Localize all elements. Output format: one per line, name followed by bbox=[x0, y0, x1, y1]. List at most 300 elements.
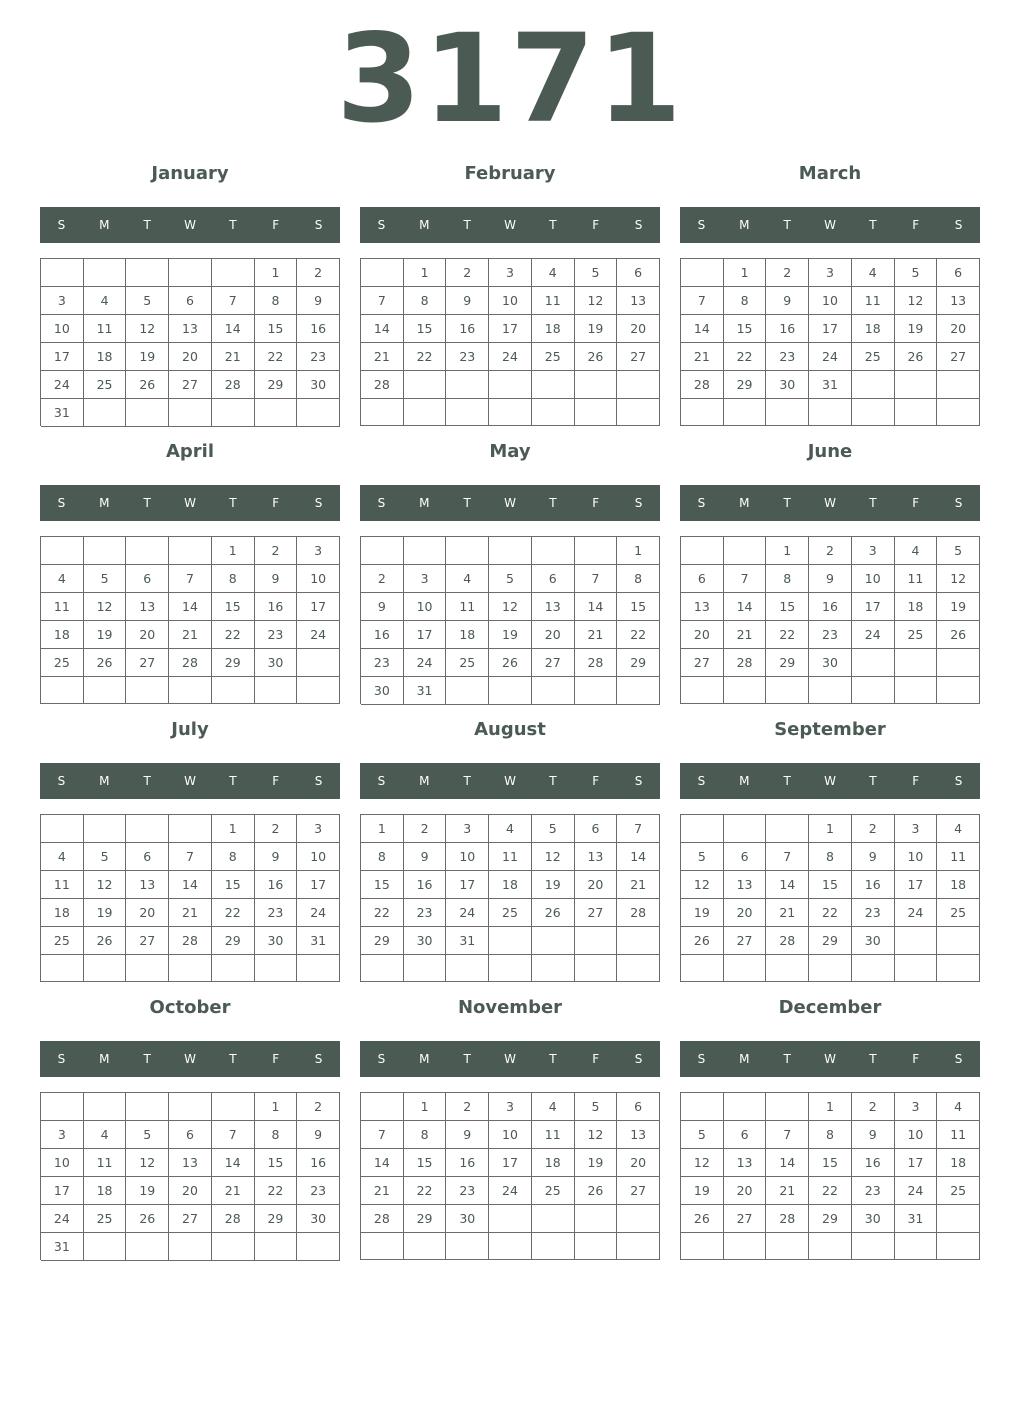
day-cell: 30 bbox=[255, 927, 298, 955]
day-cell: 3 bbox=[297, 815, 340, 843]
day-cell: 12 bbox=[84, 871, 127, 899]
day-cell: 28 bbox=[212, 1205, 255, 1233]
day-cell: 5 bbox=[681, 1121, 724, 1149]
empty-day-cell bbox=[212, 259, 255, 287]
weekday-label: W bbox=[184, 774, 196, 788]
empty-day-cell bbox=[937, 371, 980, 399]
day-cell: 17 bbox=[895, 871, 938, 899]
day-cell: 26 bbox=[84, 649, 127, 677]
day-cell: 13 bbox=[937, 287, 980, 315]
empty-day-cell bbox=[41, 955, 84, 982]
empty-day-cell bbox=[724, 815, 767, 843]
day-cell: 9 bbox=[361, 593, 404, 621]
day-cell: 26 bbox=[126, 1205, 169, 1233]
day-cell: 3 bbox=[809, 259, 852, 287]
day-cell: 29 bbox=[617, 649, 660, 677]
weekday-label: S bbox=[57, 1052, 66, 1066]
empty-day-cell bbox=[255, 399, 298, 427]
empty-day-cell bbox=[575, 1233, 618, 1260]
day-cell: 28 bbox=[724, 649, 767, 677]
day-cell: 4 bbox=[84, 287, 127, 315]
day-cell: 19 bbox=[126, 343, 169, 371]
day-cell: 20 bbox=[617, 1149, 660, 1177]
day-cell: 29 bbox=[809, 927, 852, 955]
day-cell: 31 bbox=[404, 677, 447, 705]
empty-day-cell bbox=[446, 677, 489, 705]
day-cell: 20 bbox=[575, 871, 618, 899]
empty-day-cell bbox=[937, 399, 980, 426]
day-cell: 6 bbox=[126, 565, 169, 593]
weekday-label: M bbox=[419, 1052, 430, 1066]
day-cell: 1 bbox=[361, 815, 404, 843]
weekday-label: M bbox=[739, 1052, 750, 1066]
weekday-label: S bbox=[634, 218, 643, 232]
day-cell: 19 bbox=[937, 593, 980, 621]
weekday-header bbox=[40, 763, 340, 799]
empty-day-cell bbox=[532, 677, 575, 705]
day-grid bbox=[40, 258, 340, 426]
day-cell: 15 bbox=[809, 1149, 852, 1177]
day-cell: 15 bbox=[212, 593, 255, 621]
weekday-label: T bbox=[783, 774, 791, 788]
day-cell: 5 bbox=[126, 1121, 169, 1149]
day-cell: 2 bbox=[852, 1093, 895, 1121]
weekday-label: S bbox=[697, 496, 706, 510]
day-cell: 13 bbox=[724, 1149, 767, 1177]
empty-day-cell bbox=[617, 677, 660, 705]
day-cell: 14 bbox=[575, 593, 618, 621]
day-cell: 17 bbox=[895, 1149, 938, 1177]
day-cell: 24 bbox=[297, 621, 340, 649]
day-cell: 1 bbox=[255, 1093, 298, 1121]
weekday-label: F bbox=[272, 496, 280, 510]
day-cell: 15 bbox=[404, 1149, 447, 1177]
day-cell: 11 bbox=[446, 593, 489, 621]
month-name: July bbox=[171, 719, 209, 740]
weekday-header bbox=[680, 485, 980, 521]
day-cell: 2 bbox=[852, 815, 895, 843]
day-cell: 21 bbox=[169, 899, 212, 927]
day-cell: 19 bbox=[895, 315, 938, 343]
day-cell: 26 bbox=[895, 343, 938, 371]
day-cell: 27 bbox=[724, 1205, 767, 1233]
day-cell: 2 bbox=[297, 259, 340, 287]
weekday-label: S bbox=[377, 496, 386, 510]
empty-day-cell bbox=[532, 537, 575, 565]
day-cell: 25 bbox=[895, 621, 938, 649]
weekday-label: F bbox=[912, 1052, 920, 1066]
day-cell: 22 bbox=[809, 899, 852, 927]
day-cell: 16 bbox=[852, 871, 895, 899]
day-cell: 19 bbox=[681, 899, 724, 927]
weekday-header bbox=[360, 1041, 660, 1077]
weekday-label: S bbox=[377, 774, 386, 788]
empty-day-cell bbox=[169, 815, 212, 843]
weekday-label: F bbox=[272, 218, 280, 232]
day-cell: 1 bbox=[809, 815, 852, 843]
empty-day-cell bbox=[169, 955, 212, 982]
empty-day-cell bbox=[852, 955, 895, 982]
day-cell: 12 bbox=[84, 593, 127, 621]
day-cell: 7 bbox=[169, 843, 212, 871]
weekday-label: M bbox=[99, 496, 110, 510]
weekday-label: F bbox=[272, 1052, 280, 1066]
day-cell: 22 bbox=[766, 621, 809, 649]
day-cell: 22 bbox=[404, 1177, 447, 1205]
empty-day-cell bbox=[126, 399, 169, 427]
weekday-label: S bbox=[634, 496, 643, 510]
empty-day-cell bbox=[489, 399, 532, 426]
day-cell: 2 bbox=[255, 537, 298, 565]
empty-day-cell bbox=[84, 399, 127, 427]
day-cell: 27 bbox=[681, 649, 724, 677]
day-cell: 7 bbox=[361, 1121, 404, 1149]
day-cell: 9 bbox=[446, 287, 489, 315]
empty-day-cell bbox=[84, 815, 127, 843]
empty-day-cell bbox=[361, 1093, 404, 1121]
day-cell: 6 bbox=[617, 1093, 660, 1121]
day-cell: 16 bbox=[446, 315, 489, 343]
day-cell: 26 bbox=[126, 371, 169, 399]
day-cell: 1 bbox=[212, 815, 255, 843]
empty-day-cell bbox=[532, 955, 575, 982]
weekday-label: T bbox=[229, 774, 237, 788]
day-cell: 17 bbox=[297, 593, 340, 621]
day-cell: 22 bbox=[617, 621, 660, 649]
empty-day-cell bbox=[617, 371, 660, 399]
day-cell: 16 bbox=[809, 593, 852, 621]
empty-day-cell bbox=[852, 371, 895, 399]
empty-day-cell bbox=[126, 677, 169, 704]
day-cell: 27 bbox=[169, 371, 212, 399]
empty-day-cell bbox=[575, 399, 618, 426]
day-cell: 18 bbox=[532, 315, 575, 343]
weekday-label: W bbox=[824, 218, 836, 232]
day-cell: 18 bbox=[532, 1149, 575, 1177]
day-cell: 7 bbox=[212, 287, 255, 315]
day-cell: 7 bbox=[766, 1121, 809, 1149]
empty-day-cell bbox=[724, 399, 767, 426]
day-cell: 15 bbox=[361, 871, 404, 899]
day-cell: 6 bbox=[617, 259, 660, 287]
weekday-header bbox=[680, 763, 980, 799]
day-cell: 8 bbox=[255, 1121, 298, 1149]
month-name: September bbox=[774, 719, 886, 740]
empty-day-cell bbox=[126, 1233, 169, 1261]
empty-day-cell bbox=[895, 649, 938, 677]
day-cell: 12 bbox=[126, 1149, 169, 1177]
day-cell: 7 bbox=[681, 287, 724, 315]
day-cell: 16 bbox=[766, 315, 809, 343]
day-cell: 28 bbox=[681, 371, 724, 399]
day-cell: 8 bbox=[766, 565, 809, 593]
weekday-label: F bbox=[912, 218, 920, 232]
empty-day-cell bbox=[532, 399, 575, 426]
empty-day-cell bbox=[297, 649, 340, 677]
day-cell: 19 bbox=[84, 899, 127, 927]
day-cell: 19 bbox=[84, 621, 127, 649]
day-cell: 23 bbox=[852, 1177, 895, 1205]
day-cell: 7 bbox=[169, 565, 212, 593]
day-cell: 16 bbox=[361, 621, 404, 649]
day-cell: 4 bbox=[532, 1093, 575, 1121]
weekday-label: S bbox=[697, 774, 706, 788]
day-cell: 8 bbox=[404, 287, 447, 315]
day-cell: 30 bbox=[852, 1205, 895, 1233]
empty-day-cell bbox=[766, 955, 809, 982]
day-cell: 30 bbox=[404, 927, 447, 955]
day-cell: 28 bbox=[361, 1205, 404, 1233]
empty-day-cell bbox=[489, 955, 532, 982]
empty-day-cell bbox=[575, 537, 618, 565]
empty-day-cell bbox=[895, 955, 938, 982]
weekday-header bbox=[680, 1041, 980, 1077]
day-cell: 25 bbox=[84, 1205, 127, 1233]
day-cell: 14 bbox=[724, 593, 767, 621]
day-cell: 18 bbox=[446, 621, 489, 649]
day-cell: 5 bbox=[84, 843, 127, 871]
day-cell: 25 bbox=[446, 649, 489, 677]
empty-day-cell bbox=[126, 815, 169, 843]
empty-day-cell bbox=[681, 955, 724, 982]
day-cell: 16 bbox=[297, 1149, 340, 1177]
weekday-label: T bbox=[783, 1052, 791, 1066]
day-cell: 4 bbox=[937, 1093, 980, 1121]
empty-day-cell bbox=[809, 399, 852, 426]
month-name: August bbox=[474, 719, 546, 740]
weekday-label: W bbox=[824, 496, 836, 510]
weekday-label: S bbox=[634, 774, 643, 788]
day-cell: 13 bbox=[169, 1149, 212, 1177]
empty-day-cell bbox=[575, 1205, 618, 1233]
day-cell: 7 bbox=[361, 287, 404, 315]
weekday-label: M bbox=[419, 218, 430, 232]
day-cell: 9 bbox=[446, 1121, 489, 1149]
day-cell: 6 bbox=[724, 1121, 767, 1149]
weekday-label: T bbox=[549, 218, 557, 232]
empty-day-cell bbox=[681, 1093, 724, 1121]
day-cell: 9 bbox=[297, 1121, 340, 1149]
day-cell: 15 bbox=[255, 1149, 298, 1177]
day-grid bbox=[680, 536, 980, 704]
empty-day-cell bbox=[212, 677, 255, 704]
day-grid bbox=[680, 814, 980, 982]
empty-day-cell bbox=[212, 399, 255, 427]
day-cell: 30 bbox=[361, 677, 404, 705]
day-cell: 22 bbox=[809, 1177, 852, 1205]
empty-day-cell bbox=[297, 1233, 340, 1261]
empty-day-cell bbox=[361, 955, 404, 982]
day-cell: 14 bbox=[169, 871, 212, 899]
weekday-label: T bbox=[869, 496, 877, 510]
empty-day-cell bbox=[404, 537, 447, 565]
empty-day-cell bbox=[937, 1233, 980, 1260]
day-cell: 29 bbox=[361, 927, 404, 955]
empty-day-cell bbox=[212, 1093, 255, 1121]
day-cell: 7 bbox=[617, 815, 660, 843]
weekday-label: T bbox=[549, 496, 557, 510]
day-cell: 9 bbox=[852, 1121, 895, 1149]
empty-day-cell bbox=[361, 259, 404, 287]
day-cell: 16 bbox=[255, 593, 298, 621]
day-cell: 20 bbox=[617, 315, 660, 343]
weekday-label: F bbox=[592, 218, 600, 232]
day-cell: 16 bbox=[404, 871, 447, 899]
day-cell: 18 bbox=[852, 315, 895, 343]
empty-day-cell bbox=[766, 677, 809, 704]
day-cell: 17 bbox=[41, 1177, 84, 1205]
empty-day-cell bbox=[446, 371, 489, 399]
empty-day-cell bbox=[617, 955, 660, 982]
day-cell: 10 bbox=[41, 315, 84, 343]
weekday-label: T bbox=[229, 1052, 237, 1066]
day-cell: 13 bbox=[724, 871, 767, 899]
day-cell: 13 bbox=[169, 315, 212, 343]
weekday-label: S bbox=[314, 218, 323, 232]
day-cell: 6 bbox=[724, 843, 767, 871]
day-cell: 23 bbox=[255, 621, 298, 649]
day-cell: 19 bbox=[126, 1177, 169, 1205]
empty-day-cell bbox=[852, 1233, 895, 1260]
day-cell: 27 bbox=[575, 899, 618, 927]
empty-day-cell bbox=[255, 677, 298, 704]
weekday-label: M bbox=[739, 774, 750, 788]
day-cell: 16 bbox=[852, 1149, 895, 1177]
empty-day-cell bbox=[681, 259, 724, 287]
day-cell: 1 bbox=[766, 537, 809, 565]
day-cell: 13 bbox=[575, 843, 618, 871]
empty-day-cell bbox=[169, 399, 212, 427]
weekday-label: W bbox=[824, 774, 836, 788]
weekday-label: M bbox=[739, 218, 750, 232]
empty-day-cell bbox=[895, 677, 938, 704]
weekday-label: W bbox=[184, 218, 196, 232]
day-cell: 8 bbox=[212, 843, 255, 871]
day-cell: 1 bbox=[617, 537, 660, 565]
day-cell: 10 bbox=[297, 843, 340, 871]
weekday-label: S bbox=[634, 1052, 643, 1066]
day-cell: 1 bbox=[404, 259, 447, 287]
day-cell: 4 bbox=[41, 565, 84, 593]
weekday-label: T bbox=[869, 218, 877, 232]
day-cell: 12 bbox=[575, 1121, 618, 1149]
day-cell: 21 bbox=[212, 1177, 255, 1205]
weekday-label: T bbox=[463, 218, 471, 232]
day-grid bbox=[360, 536, 660, 704]
day-grid bbox=[40, 814, 340, 982]
day-cell: 22 bbox=[724, 343, 767, 371]
weekday-label: S bbox=[57, 774, 66, 788]
empty-day-cell bbox=[937, 649, 980, 677]
day-cell: 8 bbox=[255, 287, 298, 315]
day-cell: 8 bbox=[212, 565, 255, 593]
empty-day-cell bbox=[809, 1233, 852, 1260]
day-cell: 22 bbox=[361, 899, 404, 927]
weekday-header bbox=[360, 763, 660, 799]
empty-day-cell bbox=[617, 927, 660, 955]
weekday-label: T bbox=[549, 774, 557, 788]
day-cell: 30 bbox=[297, 1205, 340, 1233]
day-cell: 21 bbox=[169, 621, 212, 649]
day-cell: 4 bbox=[532, 259, 575, 287]
weekday-label: M bbox=[419, 496, 430, 510]
day-cell: 10 bbox=[489, 1121, 532, 1149]
weekday-label: F bbox=[592, 774, 600, 788]
empty-day-cell bbox=[489, 537, 532, 565]
day-cell: 29 bbox=[766, 649, 809, 677]
day-cell: 23 bbox=[446, 1177, 489, 1205]
weekday-label: T bbox=[229, 496, 237, 510]
day-cell: 4 bbox=[895, 537, 938, 565]
empty-day-cell bbox=[297, 955, 340, 982]
day-cell: 27 bbox=[617, 1177, 660, 1205]
day-cell: 28 bbox=[766, 1205, 809, 1233]
empty-day-cell bbox=[41, 1093, 84, 1121]
month-name: May bbox=[489, 441, 531, 462]
empty-day-cell bbox=[937, 1205, 980, 1233]
day-cell: 4 bbox=[489, 815, 532, 843]
day-cell: 8 bbox=[809, 1121, 852, 1149]
empty-day-cell bbox=[937, 927, 980, 955]
day-cell: 21 bbox=[681, 343, 724, 371]
day-cell: 4 bbox=[84, 1121, 127, 1149]
empty-day-cell bbox=[446, 1233, 489, 1260]
day-cell: 25 bbox=[937, 899, 980, 927]
day-cell: 18 bbox=[41, 621, 84, 649]
day-cell: 14 bbox=[361, 1149, 404, 1177]
day-cell: 19 bbox=[532, 871, 575, 899]
day-cell: 8 bbox=[809, 843, 852, 871]
day-cell: 1 bbox=[724, 259, 767, 287]
day-cell: 13 bbox=[617, 1121, 660, 1149]
weekday-label: T bbox=[143, 218, 151, 232]
empty-day-cell bbox=[766, 399, 809, 426]
empty-day-cell bbox=[84, 259, 127, 287]
day-cell: 3 bbox=[41, 1121, 84, 1149]
empty-day-cell bbox=[681, 399, 724, 426]
day-cell: 3 bbox=[446, 815, 489, 843]
day-cell: 14 bbox=[617, 843, 660, 871]
day-cell: 5 bbox=[126, 287, 169, 315]
day-cell: 28 bbox=[169, 649, 212, 677]
day-cell: 19 bbox=[681, 1177, 724, 1205]
day-cell: 8 bbox=[404, 1121, 447, 1149]
day-cell: 18 bbox=[84, 1177, 127, 1205]
day-cell: 3 bbox=[489, 1093, 532, 1121]
day-cell: 26 bbox=[681, 927, 724, 955]
weekday-label: F bbox=[272, 774, 280, 788]
day-cell: 15 bbox=[617, 593, 660, 621]
day-cell: 1 bbox=[212, 537, 255, 565]
day-cell: 27 bbox=[724, 927, 767, 955]
empty-day-cell bbox=[575, 371, 618, 399]
empty-day-cell bbox=[489, 677, 532, 705]
weekday-label: T bbox=[143, 1052, 151, 1066]
empty-day-cell bbox=[489, 1205, 532, 1233]
empty-day-cell bbox=[532, 1233, 575, 1260]
day-cell: 12 bbox=[895, 287, 938, 315]
day-cell: 31 bbox=[41, 399, 84, 427]
day-cell: 23 bbox=[404, 899, 447, 927]
day-cell: 6 bbox=[169, 287, 212, 315]
empty-day-cell bbox=[41, 677, 84, 704]
empty-day-cell bbox=[169, 259, 212, 287]
empty-day-cell bbox=[895, 371, 938, 399]
day-cell: 5 bbox=[532, 815, 575, 843]
day-cell: 25 bbox=[532, 343, 575, 371]
day-cell: 20 bbox=[724, 1177, 767, 1205]
day-cell: 6 bbox=[937, 259, 980, 287]
